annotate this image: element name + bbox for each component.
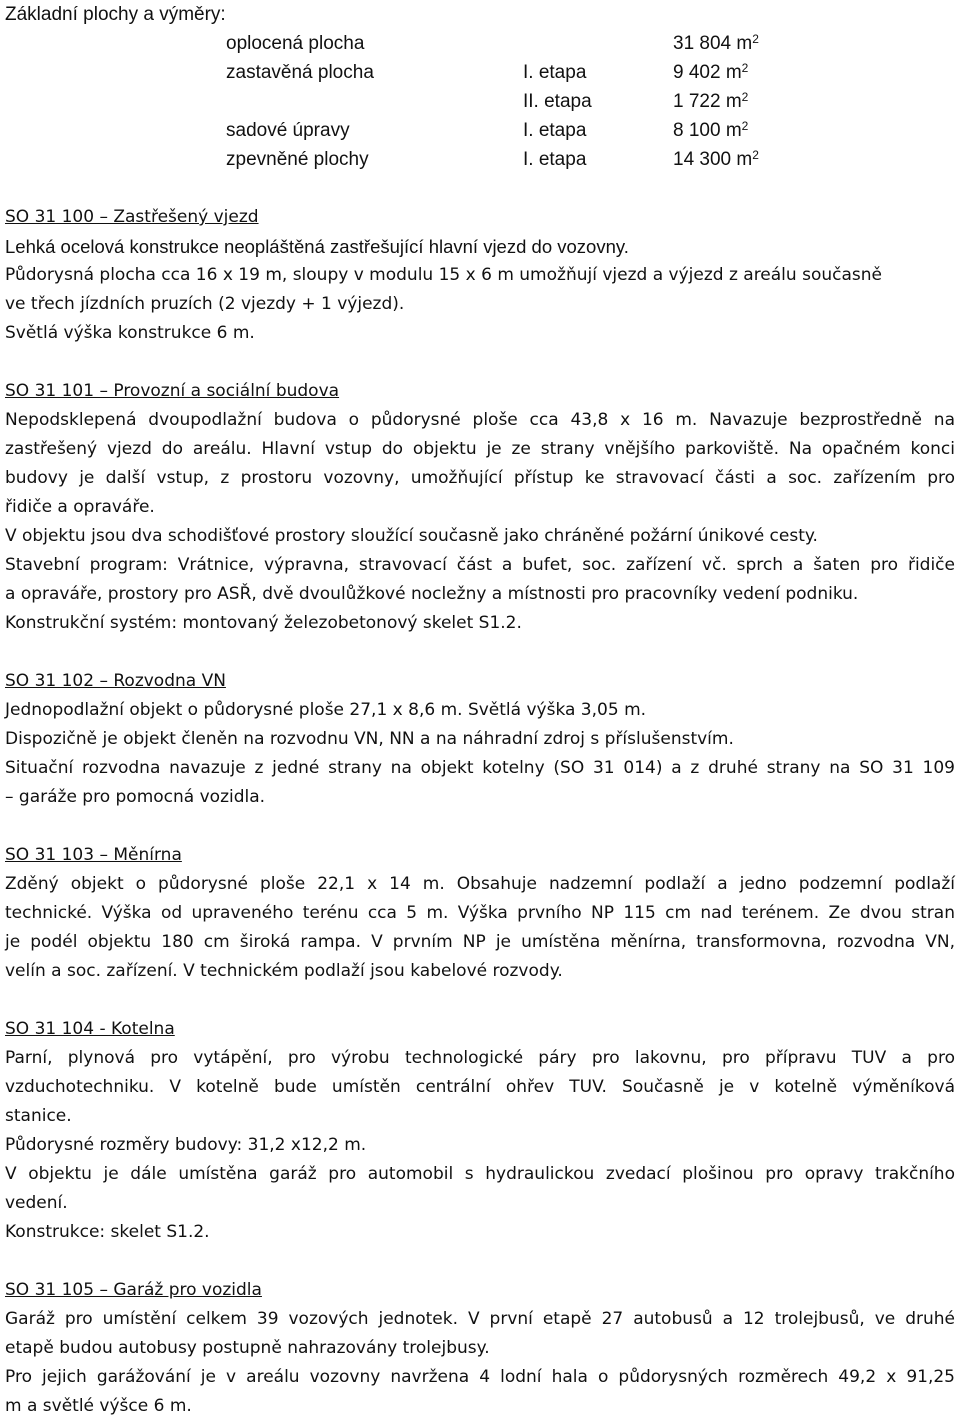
section-line: V objektu je dále umístěna garáž pro automobil s hydraulickou zvedací plošinou pro opravy trakčního [5,1164,955,1184]
section-line: Půdorysné rozměry budovy: 31,2 x12,2 m. [5,1135,367,1155]
section-line: Parní, plynová pro vytápění, pro výrobu technologické páry pro lakovnu, pro přípravu TUV a pro [5,1048,955,1068]
section-line: vzduchotechniku. V kotelně bude umístěn centrální ohřev TUV. Současně je v kotelně výměníková [5,1077,955,1097]
area-stage: I. etapa [523,62,587,83]
section-title: SO 31 102 – Rozvodna VN [5,671,226,691]
area-value-text: 14 300 m [673,149,753,170]
section-so-31-103 [5,841,955,986]
area-value [673,145,759,174]
section-so-31-101 [5,377,955,638]
spacer [5,638,955,667]
section-line: – garáže pro pomocná vozidla. [5,787,266,807]
spacer [5,986,955,1015]
spacer [5,1247,955,1276]
section-line: vedení. [5,1193,68,1213]
area-value-text: 8 100 m [673,120,742,141]
area-value [673,116,748,145]
area-unit-exponent: 2 [752,32,759,46]
intro-heading: Základní plochy a výměry: [5,4,226,25]
areas-row [5,87,955,116]
areas-row [5,145,955,174]
section-line: je podél objektu 180 cm široká rampa. V prvním NP je umístěna měnírna, transformovna, rozvodna VN, [5,932,955,952]
section-line: Konstrukční systém: montovaný železobetonový skelet S1.2. [5,613,522,633]
section-title: SO 31 103 – Měnírna [5,845,182,865]
spacer [5,348,955,377]
section-line: Zděný objekt o půdorysné ploše 22,1 x 14 m. Obsahuje nadzemní podlaží a jedno podzemní podlaží [5,874,955,894]
section-so-31-105 [5,1276,955,1421]
section-line: technické. Výška od upraveného terénu cca 5 m. Výška prvního NP 115 cm nad terénem. Ze dvou stran [5,903,955,923]
section-line: a opraváře, prostory pro ASŘ, dvě dvoulůžkové nocležny a místnosti pro pracovníky vedení podniku. [5,584,859,604]
area-unit-exponent: 2 [741,90,749,104]
section-so-31-102 [5,667,955,812]
section-line: budovy je další vstup, z prostoru vozovny, umožňující přístup ke stravovací části a soc. zařízením pro [5,468,955,488]
section-line: Konstrukce: skelet S1.2. [5,1222,210,1242]
section-line: m a světlé výšce 6 m. [5,1396,192,1416]
section-title: SO 31 105 – Garáž pro vozidla [5,1280,262,1300]
spacer [5,174,955,203]
section-line: Stavební program: Vrátnice, výpravna, stravovací část a bufet, soc. zařízení vč. sprch a šaten pro řidiče [5,555,955,575]
section-line: Půdorysná plocha cca 16 x 19 m, sloupy v modulu 15 x 6 m umožňují vjezd a výjezd z areálu současně [5,265,882,285]
section-line: Dispozičně je objekt členěn na rozvodnu VN, NN a na náhradní zdroj s příslušenstvím. [5,729,734,749]
section-line: řidiče a opraváře. [5,497,155,517]
section-line: Světlá výška konstrukce 6 m. [5,323,255,343]
area-unit-exponent: 2 [741,61,749,75]
spacer [5,812,955,841]
section-so-31-100 [5,203,955,348]
areas-row [5,29,955,58]
section-line: Lehká ocelová konstrukce neopláštěná zastřešující hlavní vjezd do vozovny. [5,236,629,257]
section-line: V objektu jsou dva schodišťové prostory sloužící současně jako chráněné požární únikové cesty. [5,526,818,546]
section-line: zastřešený vjezd do areálu. Hlavní vstup do objektu je ze strany vnějšího parkoviště. Na opačném konci [5,439,955,459]
area-name: zastavěná plocha [226,62,374,83]
area-value [673,29,759,58]
section-line: Jednopodlažní objekt o půdorysné ploše 27,1 x 8,6 m. Světlá výška 3,05 m. [5,700,647,720]
section-line: Nepodsklepená dvoupodlažní budova o půdorysné ploše cca 43,8 x 16 m. Navazuje bezprostředně na [5,410,955,430]
section-line: ve třech jízdních pruzích (2 vjezdy + 1 výjezd). [5,294,405,314]
section-title: SO 31 104 - Kotelna [5,1019,175,1039]
section-line: Garáž pro umístění celkem 39 vozových jednotek. V první etapě 27 autobusů a 12 trolejbusů, ve druhé [5,1309,955,1329]
section-title: SO 31 101 – Provozní a sociální budova [5,381,340,401]
area-stage: II. etapa [523,91,592,112]
area-value [673,58,748,87]
area-unit-exponent: 2 [752,148,759,162]
area-value-text: 1 722 m [673,91,742,112]
document-page [5,0,955,1421]
section-title: SO 31 100 – Zastřešený vjezd [5,207,259,227]
area-value-text: 9 402 m [673,62,742,83]
area-stage: I. etapa [523,120,587,141]
section-line: stanice. [5,1106,72,1126]
area-name: zpevněné plochy [226,149,369,170]
area-name: oplocená plocha [226,33,365,54]
areas-row [5,58,955,87]
area-value-text: 31 804 m [673,33,753,54]
section-so-31-104 [5,1015,955,1247]
areas-table [5,29,955,174]
area-unit-exponent: 2 [741,119,749,133]
area-value [673,87,748,116]
section-line: Pro jejich garážování je v areálu vozovny navržena 4 lodní hala o půdorysných rozměrech 49,2 x 91,25 [5,1367,955,1387]
section-line: etapě budou autobusy postupně nahrazovány trolejbusy. [5,1338,490,1358]
areas-row [5,116,955,145]
section-line: velín a soc. zařízení. V technickém podlaží jsou kabelové rozvody. [5,961,563,981]
area-name: sadové úpravy [226,120,350,141]
area-stage: I. etapa [523,149,587,170]
section-line: Situační rozvodna navazuje z jedné strany na objekt kotelny (SO 31 014) a z druhé strany na SO 31 109 [5,758,955,778]
